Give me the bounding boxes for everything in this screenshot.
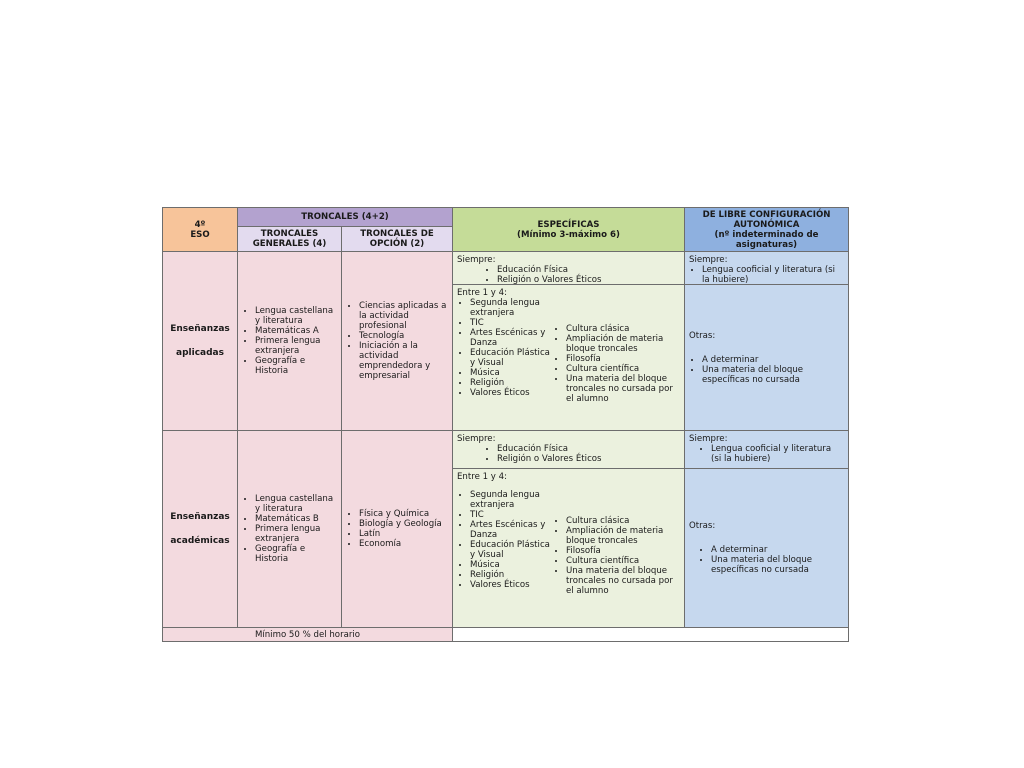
academicas-troncales-opcion <box>341 430 453 628</box>
list-item: • Valores Éticos <box>470 388 553 398</box>
row-label-line-1: Enseñanzas <box>170 324 230 334</box>
entre-columns <box>457 298 680 404</box>
aplicadas-libre-otras <box>684 284 849 431</box>
siempre-label: Siempre: <box>457 434 496 444</box>
especificas-header <box>452 207 685 252</box>
entre-label: Entre 1 y 4: <box>457 472 507 482</box>
list-item: • Una materia del bloque troncales no cursada por el alumno <box>566 374 680 404</box>
list-item: • Economía <box>359 539 448 549</box>
list-item: • Lengua cooficial y literatura (si la hubiere) <box>711 444 844 464</box>
course-line-1: 4º <box>194 219 206 230</box>
list-item: • Valores Éticos <box>470 580 553 590</box>
opcion-list <box>346 509 448 549</box>
list-item: • Geografía e Historia <box>255 356 337 376</box>
entre-column-2 <box>553 298 680 404</box>
list-item: • Una materia del bloque específicas no cursada <box>711 555 844 575</box>
academicas-libre-siempre <box>684 430 849 469</box>
siempre-label: Siempre: <box>689 434 728 444</box>
aplicadas-libre-siempre <box>684 251 849 285</box>
list-item: • Cultura clásica <box>566 516 680 526</box>
aplicadas-especificas-siempre <box>452 251 685 285</box>
libre-line-2: AUTONÓMICA <box>733 219 800 230</box>
list-item: • Ampliación de materia bloque troncales <box>566 526 680 546</box>
troncales-generales-line-2: GENERALES (4) <box>252 239 327 249</box>
list-item: • Tecnología <box>359 331 448 341</box>
academicas-especificas-entre <box>452 468 685 628</box>
generales-list <box>242 494 337 564</box>
list-item: • Música <box>470 560 553 570</box>
generales-list <box>242 306 337 376</box>
list-item: • Ampliación de materia bloque troncales <box>566 334 680 354</box>
list-item: • Cultura clásica <box>566 324 680 334</box>
list-item: • Filosofía <box>566 546 680 556</box>
aplicadas-troncales-opcion <box>341 251 453 431</box>
list-item: • Lengua castellana y literatura <box>255 306 337 326</box>
academicas-especificas-siempre <box>452 430 685 469</box>
list-item: • Segunda lengua extranjera <box>470 298 553 318</box>
row-label-line-1: Enseñanzas <box>170 512 230 522</box>
aplicadas-especificas-entre <box>452 284 685 431</box>
libre-line-1: DE LIBRE CONFIGURACIÓN <box>702 209 831 220</box>
list-item: • A determinar <box>711 545 844 555</box>
list-item: • Primera lengua extranjera <box>255 524 337 544</box>
especificas-range: (Mínimo 3-máximo 6) <box>517 229 620 240</box>
especificas-title: ESPECÍFICAS <box>537 219 600 230</box>
list-item: • TIC <box>470 510 553 520</box>
academicas-troncales-generales <box>237 430 342 628</box>
entre-column-1 <box>457 490 553 596</box>
course-header <box>162 207 238 252</box>
libre-configuracion-header <box>684 207 849 252</box>
list-item: • Una materia del bloque troncales no cursada por el alumno <box>566 566 680 596</box>
troncales-opcion-line-2: OPCIÓN (2) <box>369 239 425 249</box>
entre-label: Entre 1 y 4: <box>457 288 507 298</box>
list-item: • Ciencias aplicadas a la actividad profesional <box>359 301 448 331</box>
list-item: • TIC <box>470 318 553 328</box>
list-item: • Lengua cooficial y literatura (si la hubiere) <box>702 265 844 285</box>
siempre-label: Siempre: <box>457 255 496 265</box>
list-item: • Lengua castellana y literatura <box>255 494 337 514</box>
list-item: • A determinar <box>702 355 844 365</box>
entre-column-2 <box>553 490 680 596</box>
list-item: • Cultura científica <box>566 364 680 374</box>
list-item: • Segunda lengua extranjera <box>470 490 553 510</box>
list-item: • Cultura científica <box>566 556 680 566</box>
list-item: • Artes Escénicas y Danza <box>470 328 553 348</box>
list-item: • Primera lengua extranjera <box>255 336 337 356</box>
otras-label: Otras: <box>689 521 716 531</box>
libre-line-4: asignaturas) <box>735 239 798 250</box>
list-item: • Religión o Valores Éticos <box>497 275 680 285</box>
otras-list <box>689 355 844 385</box>
troncales-generales-header <box>237 226 342 252</box>
entre-column-1 <box>457 298 553 404</box>
eso-subjects-table <box>162 207 849 642</box>
siempre-list <box>457 265 680 285</box>
troncales-opcion-header <box>341 226 453 252</box>
troncales-opcion-line-1: TRONCALES DE <box>360 229 434 239</box>
troncales-title: TRONCALES (4+2) <box>301 212 389 222</box>
list-item: • Matemáticas A <box>255 326 337 336</box>
troncales-header <box>237 207 453 227</box>
row-label-line-2: académicas <box>170 536 230 546</box>
aplicadas-troncales-generales <box>237 251 342 431</box>
footer-empty-cell <box>452 627 849 642</box>
list-item: • Latín <box>359 529 448 539</box>
course-line-2: ESO <box>190 229 210 240</box>
libre-siempre-list <box>689 444 844 464</box>
row-label-academicas <box>162 430 238 628</box>
opcion-list <box>346 301 448 381</box>
academicas-libre-otras <box>684 468 849 628</box>
list-item: • Geografía e Historia <box>255 544 337 564</box>
entre-columns <box>457 490 680 596</box>
list-item: • Educación Plástica y Visual <box>470 540 553 560</box>
list-item: • Iniciación a la actividad emprendedora y empresarial <box>359 341 448 381</box>
list-item: • Matemáticas B <box>255 514 337 524</box>
otras-label: Otras: <box>689 330 716 341</box>
list-item: • Religión <box>470 570 553 580</box>
row-label-aplicadas <box>162 251 238 431</box>
list-item: • Educación Física <box>497 444 680 454</box>
siempre-label: Siempre: <box>689 255 728 265</box>
minimo-horario-footer <box>162 627 453 642</box>
troncales-generales-line-1: TRONCALES <box>260 229 319 239</box>
list-item: • Educación Plástica y Visual <box>470 348 553 368</box>
libre-siempre-list <box>689 265 844 285</box>
libre-line-3: (nº indeterminado de <box>714 229 819 240</box>
list-item: • Artes Escénicas y Danza <box>470 520 553 540</box>
minimo-horario-text: Mínimo 50 % del horario <box>254 629 361 640</box>
list-item: • Educación Física <box>497 265 680 275</box>
list-item: • Música <box>470 368 553 378</box>
list-item: • Una materia del bloque específicas no cursada <box>702 365 844 385</box>
siempre-list <box>457 444 680 464</box>
list-item: • Biología y Geología <box>359 519 448 529</box>
row-label-line-2: aplicadas <box>176 348 224 358</box>
list-item: • Física y Química <box>359 509 448 519</box>
otras-list <box>689 545 844 575</box>
list-item: • Religión o Valores Éticos <box>497 454 680 464</box>
list-item: • Filosofía <box>566 354 680 364</box>
list-item: • Religión <box>470 378 553 388</box>
